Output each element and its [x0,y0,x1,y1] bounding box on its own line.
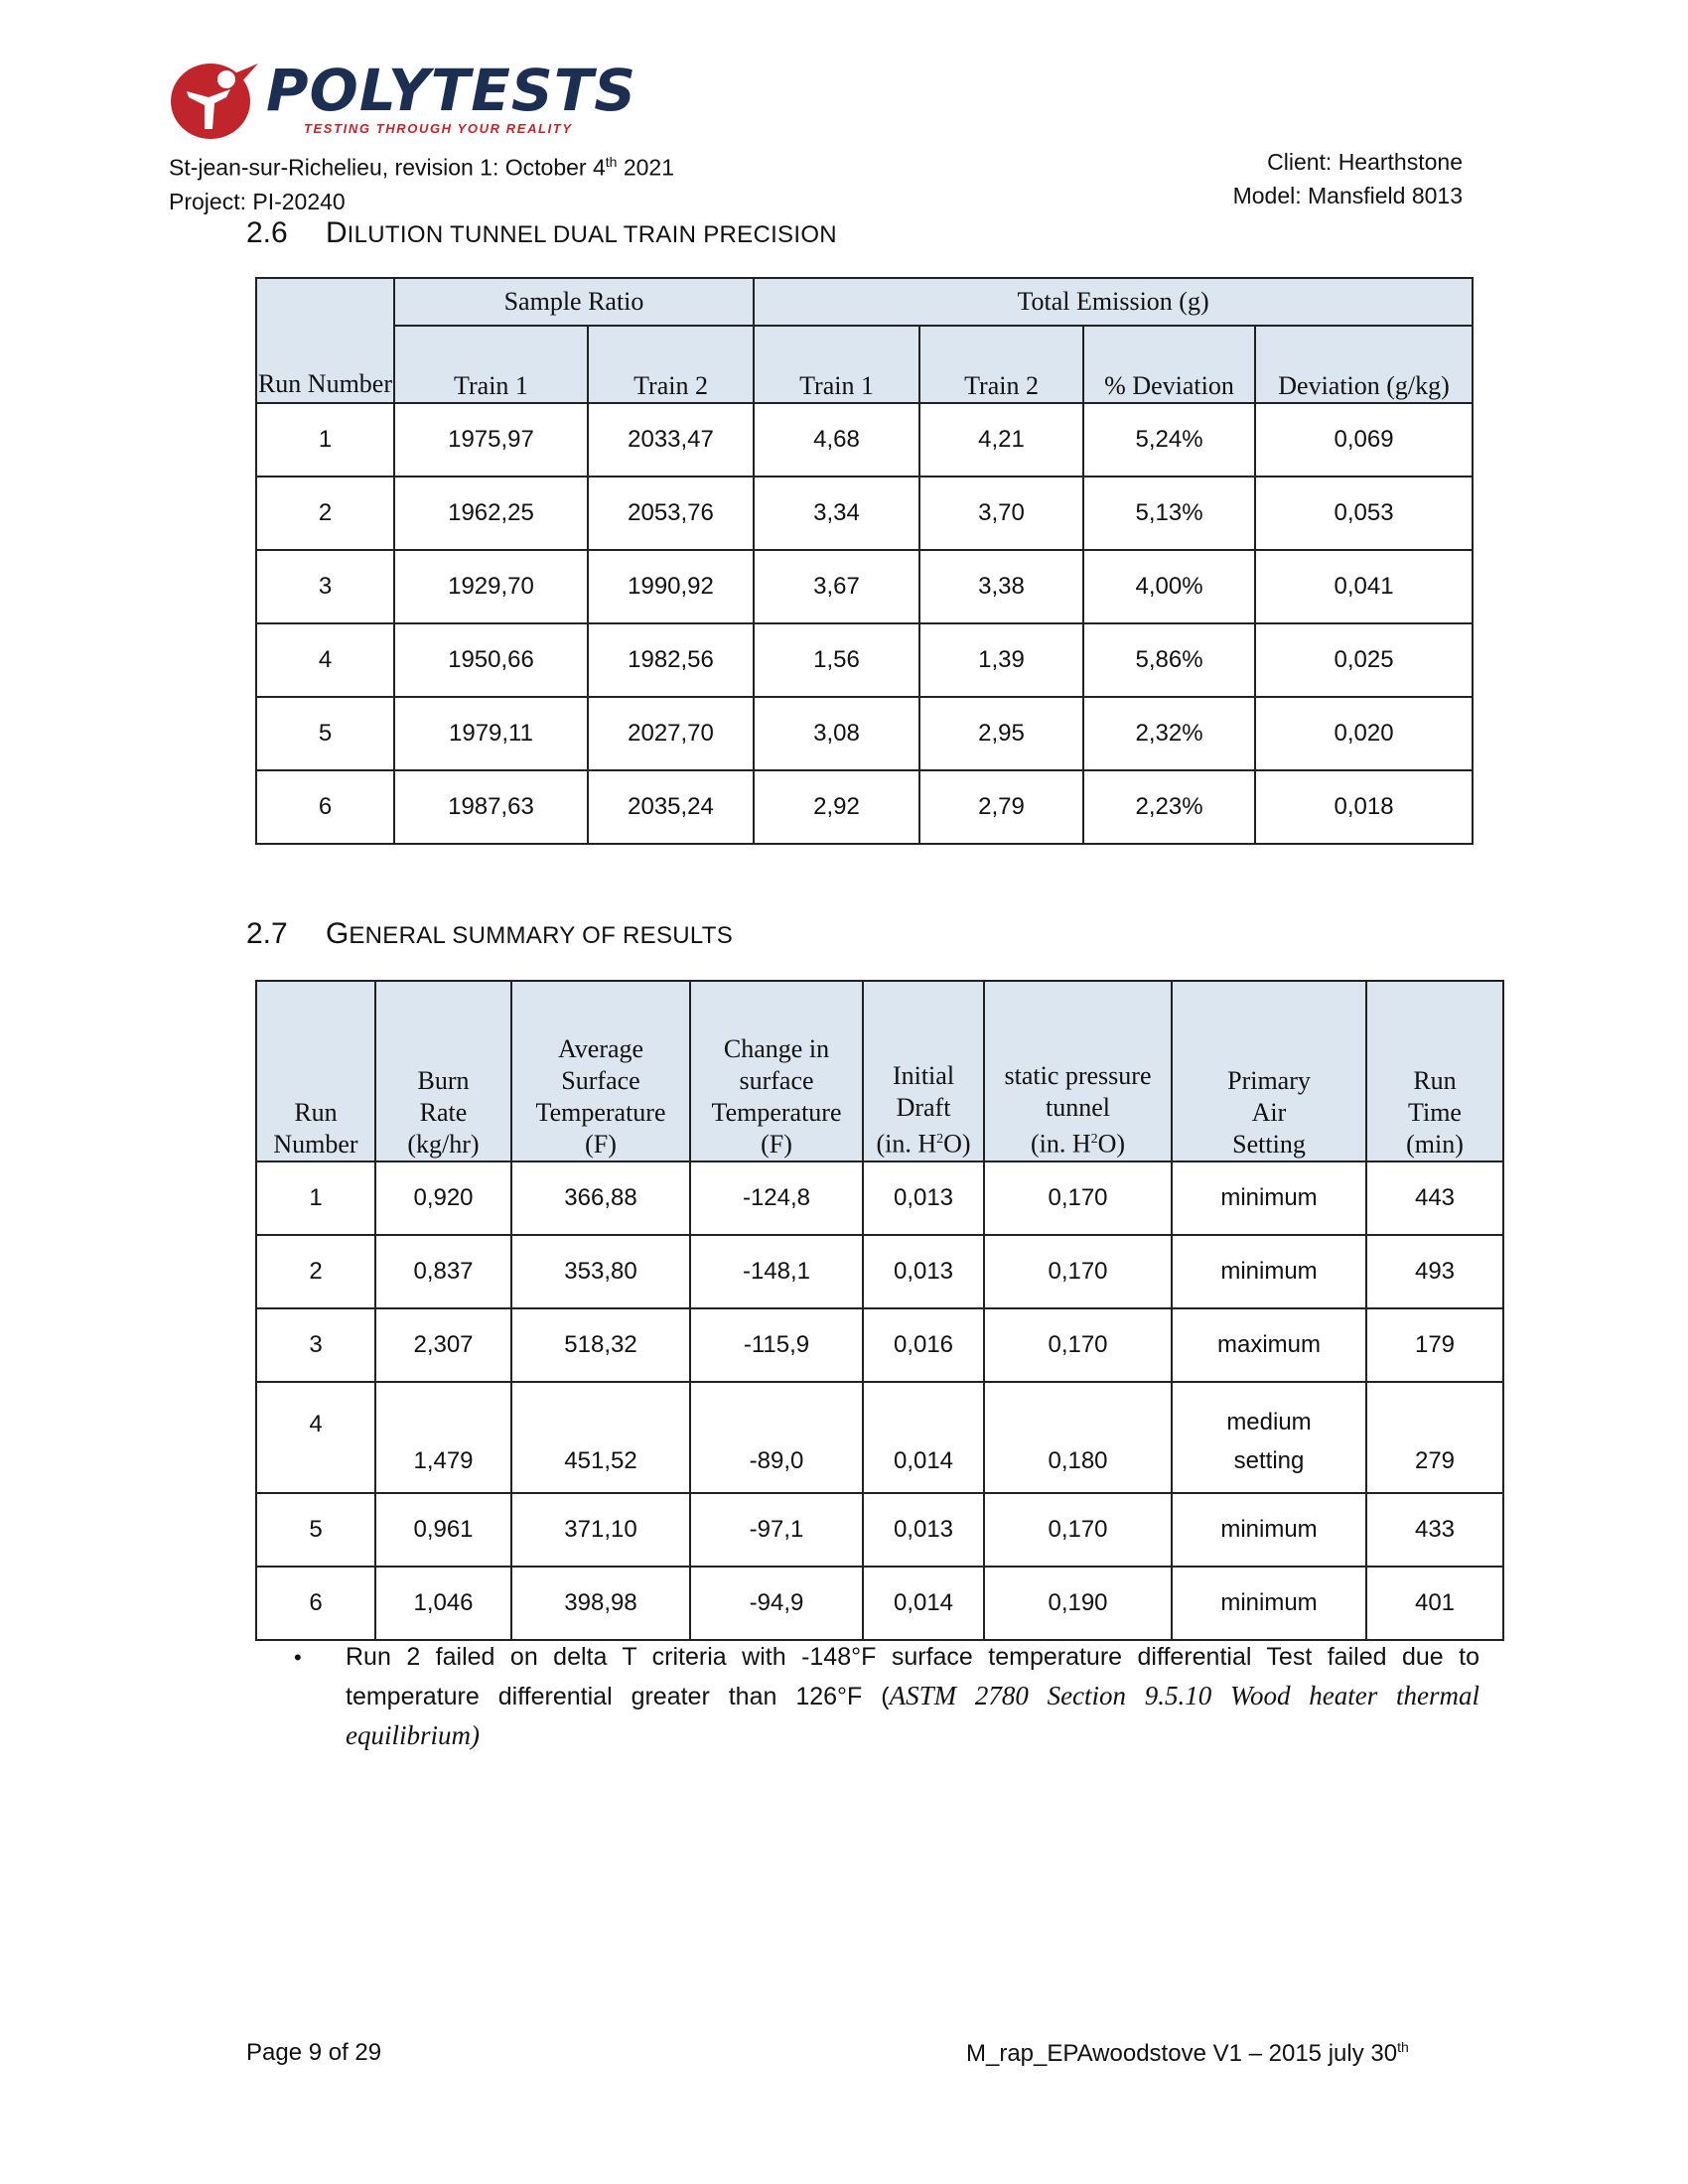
header-run-number: Run Number [256,278,394,403]
table-cell: 1990,92 [588,550,754,623]
table-cell: 5 [256,1493,375,1567]
table-cell: 493 [1366,1235,1503,1308]
table-cell: 4 [256,623,394,697]
table-cell: 0,014 [863,1382,984,1493]
table-cell: -148,1 [690,1235,863,1308]
table-cell: 0,025 [1255,623,1473,697]
header-deviation-gkg: Deviation (g/kg) [1255,326,1473,403]
table-cell: minimum [1172,1235,1366,1308]
section-2-6-heading: 2.6 DILUTION TUNNEL DUAL TRAIN PRECISION [246,216,837,249]
table-cell: 3 [256,1308,375,1382]
table-cell: -124,8 [690,1161,863,1235]
table-row [256,1567,1503,1640]
table-cell: 0,013 [863,1493,984,1567]
table-cell: 0,170 [984,1493,1172,1567]
table-row [256,1308,1503,1382]
table-cell: 366,88 [511,1161,690,1235]
table-cell: 5 [256,697,394,770]
general-summary-table [255,980,1504,1641]
table-cell: 1,56 [754,623,919,697]
table-cell: 1982,56 [588,623,754,697]
table-cell: 443 [1366,1161,1503,1235]
table-cell: 2,79 [919,770,1083,844]
table-cell: 353,80 [511,1235,690,1308]
section-2-7-heading: 2.7 GENERAL SUMMARY OF RESULTS [246,917,734,950]
table-cell: 1 [256,403,394,477]
table-cell: 0,920 [375,1161,511,1235]
logo-emblem-icon [169,58,260,141]
table-cell: 1962,25 [394,477,588,550]
table-cell: 433 [1366,1493,1503,1567]
document-reference: M_rap_EPAwoodstove V1 – 2015 july 30th [966,2039,1409,2067]
table-cell: 2,92 [754,770,919,844]
table-row [256,1235,1503,1308]
table-cell: medium setting [1172,1382,1366,1493]
table-cell: 451,52 [511,1382,690,1493]
table-cell: 3,70 [919,477,1083,550]
table-cell: 0,170 [984,1235,1172,1308]
header-sr-train-1: Train 1 [394,326,588,403]
table-cell: 2,95 [919,697,1083,770]
header-total-emission: Total Emission (g) [754,278,1473,326]
table-cell: 398,98 [511,1567,690,1640]
table-cell: 1 [256,1161,375,1235]
header-te-train-1: Train 1 [754,326,919,403]
table-cell: -94,9 [690,1567,863,1640]
table-row [256,1161,1503,1235]
table-cell: 1975,97 [394,403,588,477]
header-client: Client: Hearthstone [1267,149,1463,175]
header-average-surface-temperature: Average Surface Temperature (F) [511,981,690,1161]
table-cell: 0,837 [375,1235,511,1308]
table-cell: -89,0 [690,1382,863,1493]
header-right [1233,145,1463,212]
table-row [256,770,1473,844]
table-cell: 0,020 [1255,697,1473,770]
header-left [169,145,674,218]
table-cell: 0,013 [863,1161,984,1235]
header-run-number: Run Number [256,981,375,1161]
header-te-train-2: Train 2 [919,326,1083,403]
table-cell: 179 [1366,1308,1503,1382]
table-cell: 3 [256,550,394,623]
header-pct-deviation: % Deviation [1083,326,1255,403]
precision-table-body [256,403,1473,844]
header-model: Model: Mansfield 8013 [1232,183,1463,208]
table-cell: 2,32% [1083,697,1255,770]
table-cell: 5,86% [1083,623,1255,697]
table-cell: 1979,11 [394,697,588,770]
table-cell: 6 [256,1567,375,1640]
page-number: Page 9 of 29 [246,2039,382,2066]
header-location-revision: St-jean-sur-Richelieu, revision 1: October 4th 2021 [169,154,674,181]
table-cell: 0,180 [984,1382,1172,1493]
table-cell: 401 [1366,1567,1503,1640]
table-row [256,623,1473,697]
table-cell: maximum [1172,1308,1366,1382]
table-cell: 4,00% [1083,550,1255,623]
table-cell: 2 [256,477,394,550]
header-change-surface-temperature: Change in surface Temperature (F) [690,981,863,1161]
table-cell: 2035,24 [588,770,754,844]
table-cell: 0,190 [984,1567,1172,1640]
table-cell: 371,10 [511,1493,690,1567]
table-cell: 3,08 [754,697,919,770]
table-cell: 4,68 [754,403,919,477]
table-cell: 0,018 [1255,770,1473,844]
failure-note-text: Run 2 failed on delta T criteria with -148°F surface temperature differential Test failed due to temperature differential greater than 126°F (ASTM 2780 Section 9.5.10 Wood heater thermal equilibrium) [346,1643,1480,1750]
table-cell: 0,961 [375,1493,511,1567]
bullet-icon: • [294,1645,302,1670]
header-burn-rate: Burn Rate (kg/hr) [375,981,511,1161]
table-cell: 0,170 [984,1161,1172,1235]
table-cell: 2053,76 [588,477,754,550]
logo-wordmark: POLYTESTS [266,57,637,124]
table-cell: 0,053 [1255,477,1473,550]
table-cell: 6 [256,770,394,844]
header-sr-train-2: Train 2 [588,326,754,403]
table-cell: 5,13% [1083,477,1255,550]
table-cell: 0,013 [863,1235,984,1308]
table-cell: minimum [1172,1161,1366,1235]
table-cell: 0,041 [1255,550,1473,623]
table-cell: 1,479 [375,1382,511,1493]
table-cell: 0,069 [1255,403,1473,477]
table-cell: 4 [256,1382,375,1493]
header-run-time: Run Time (min) [1366,981,1503,1161]
table-cell: 2027,70 [588,697,754,770]
table-cell: 1950,66 [394,623,588,697]
logo-tagline: TESTING THROUGH YOUR REALITY [304,121,573,136]
table-cell: 1,39 [919,623,1083,697]
table-cell: 1929,70 [394,550,588,623]
header-static-pressure-tunnel: static pressure tunnel (in. $H^2O$) [984,981,1172,1161]
table-row [256,477,1473,550]
header-primary-air-setting: Primary Air Setting [1172,981,1366,1161]
table-row [256,550,1473,623]
table-cell: minimum [1172,1493,1366,1567]
table-cell: 518,32 [511,1308,690,1382]
header-project: Project: PI-20240 [169,188,346,214]
dual-train-precision-table [255,277,1474,845]
table-row [256,1382,1503,1493]
table-cell: 0,016 [863,1308,984,1382]
table-cell: 3,34 [754,477,919,550]
failure-note [294,1638,1479,1756]
table-cell: 2033,47 [588,403,754,477]
summary-table-body [256,1161,1503,1640]
table-cell: -97,1 [690,1493,863,1567]
table-cell: 0,170 [984,1308,1172,1382]
table-cell: 5,24% [1083,403,1255,477]
table-cell: 2 [256,1235,375,1308]
header-sample-ratio: Sample Ratio [394,278,754,326]
table-cell: 1987,63 [394,770,588,844]
table-cell: 0,014 [863,1567,984,1640]
table-cell: minimum [1172,1567,1366,1640]
header-initial-draft: Initial Draft (in. $H^2O$) [863,981,984,1161]
table-cell: 2,23% [1083,770,1255,844]
company-logo [169,57,637,141]
table-cell: -115,9 [690,1308,863,1382]
table-cell: 3,67 [754,550,919,623]
table-row [256,697,1473,770]
table-row [256,403,1473,477]
table-cell: 279 [1366,1382,1503,1493]
table-cell: 2,307 [375,1308,511,1382]
table-cell: 1,046 [375,1567,511,1640]
table-cell: 4,21 [919,403,1083,477]
table-row [256,1493,1503,1567]
table-cell: 3,38 [919,550,1083,623]
